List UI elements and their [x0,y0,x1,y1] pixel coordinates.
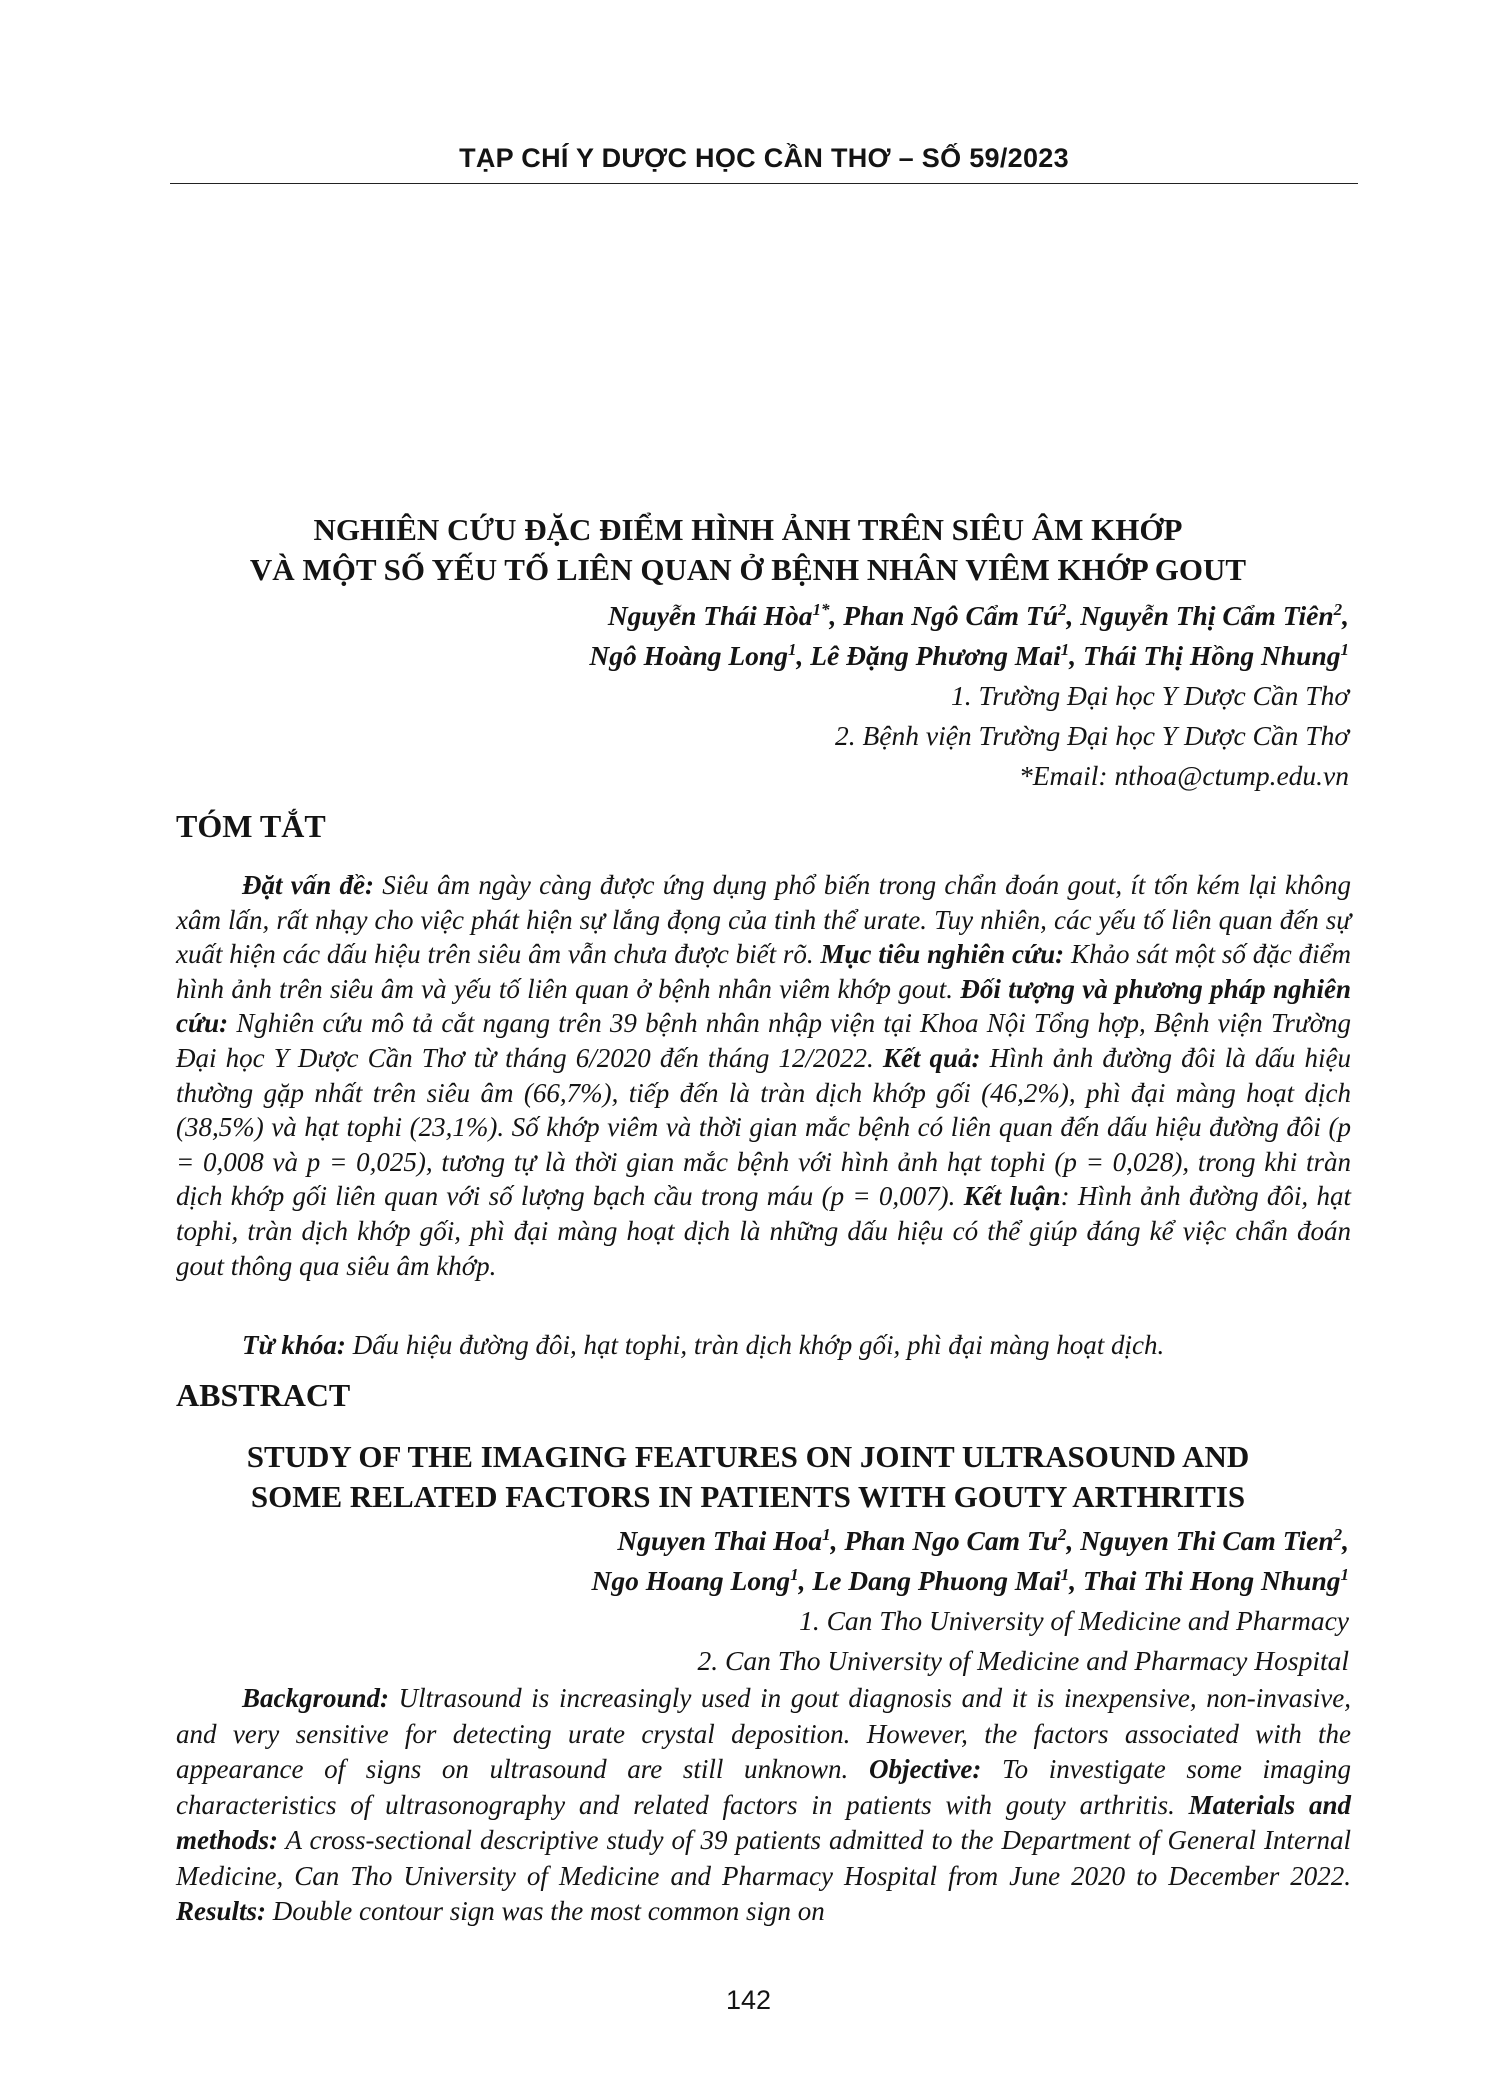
author-name: Phan Ngo Cam Tu [844,1525,1058,1556]
affiliations-en [697,1601,1349,1681]
author-name: Nguyen Thi Cam Tien [1080,1525,1334,1556]
author-separator: , [829,600,844,631]
author-affiliation-mark: 2 [1333,1524,1343,1544]
title-en-line-2: SOME RELATED FACTORS IN PATIENTS WITH GOUTY ARTHRITIS [250,1479,1246,1514]
affiliation-2: 2. Can Tho University of Medicine and Pharmacy Hospital [697,1645,1349,1676]
affiliation-1: 1. Trường Đại học Y Dược Cần Thơ [951,680,1349,711]
author-line [589,636,1349,676]
author-name: Nguyễn Thị Cẩm Tiên [1080,600,1334,631]
page-number: 142 [725,1985,772,2015]
author-list-en [592,1521,1349,1601]
author-affiliation-mark: 1 [1340,1564,1349,1584]
summary-paragraph-vi [176,868,1351,1283]
author-name: Ngo Hoang Long [591,1565,791,1596]
objective-label: Mục tiêu nghiên cứu: [820,939,1065,970]
results-label: Kết quả: [882,1042,981,1073]
keywords-label: Từ khóa: [242,1330,346,1360]
author-affiliation-mark: 1 [790,1564,799,1584]
results-text: Double contour sign was the most common sign on [266,1896,825,1926]
author-affiliation-mark: 1* [812,599,830,619]
author-separator: , [830,1525,845,1556]
corresponding-email: *Email: nthoa@ctump.edu.vn [1018,760,1349,791]
header-rule [170,183,1358,184]
author-affiliation-mark: 2 [1333,599,1343,619]
author-line [589,596,1349,636]
summary-heading: TÓM TẮT [176,808,326,844]
author-separator: , [1069,1565,1083,1596]
author-affiliation-mark: 1 [1340,639,1349,659]
author-name: Nguyễn Thái Hòa [607,600,813,631]
author-name: Phan Ngô Cẩm Tú [843,600,1058,631]
methods-label: Đối tượng và phương pháp nghiên cứu: [176,973,1351,1039]
methods-label: Materials and methods: [176,1789,1351,1855]
affiliations-vi [835,676,1349,796]
author-separator: , [798,1565,813,1596]
objective-text: Khảo sát một số đặc điểm hình ảnh trên siêu âm và yếu tố liên quan ở bệnh nhân viêm khớp gout. [176,939,1351,1004]
author-affiliation-mark: 1 [787,639,797,659]
author-name: Thai Thi Hong Nhung [1082,1565,1341,1596]
author-affiliation-mark: 1 [1060,639,1070,659]
conclusion-label: Kết luận [963,1181,1061,1212]
results-text: Hình ảnh đường đôi là dấu hiệu thường gặp nhất trên siêu âm (66,7%), tiếp đến là tràn dịch khớp gối (46,2%), phì đại màng hoạt dịch (38,5%) và hạt tophi (23,1%). Số khớp viêm và thời gian mắc bệnh có liên quan đến dấu hiệu đường đôi (p = 0,008 và p = 0,025), tương tự là thời gian mắc bệnh với hình ảnh hạt tophi (p = 0,028), trong khi tràn dịch khớp gối liên quan với số lượng bạch cầu trong máu (p = 0,007). [176,1042,1351,1212]
conclusion-text: : Hình ảnh đường đôi, hạt tophi, tràn dịch khớp gối, phì đại màng hoạt dịch là những dấu hiệu có thể giúp đáng kể việc chẩn đoán gout thông qua siêu âm khớp. [176,1181,1351,1281]
author-name: Lê Đặng Phương Mai [810,640,1061,671]
title-en-line-1: STUDY OF THE IMAGING FEATURES ON JOINT ULTRASOUND AND [246,1439,1250,1474]
author-separator: , [1069,640,1083,671]
author-separator: , [1342,1525,1349,1556]
author-name: Le Dang Phuong Mai [812,1565,1061,1596]
author-line [592,1561,1349,1601]
methods-text: Nghiên cứu mô tả cắt ngang trên 39 bệnh nhân nhập viện tại Khoa Nội Tổng hợp, Bệnh viện Trường Đại học Y Dược Cần Thơ từ tháng 6/2020 đến tháng 12/2022. [176,1008,1351,1073]
background-text: Siêu âm ngày càng được ứng dụng phổ biến trong chẩn đoán gout, ít tốn kém lại không xâm lấn, rất nhạy cho việc phát hiện sự lắng đọng của tinh thể urate. Tuy nhiên, các yếu tố liên quan đến sự xuất hiện các dấu hiệu trên siêu âm vẫn chưa được biết rõ. [176,870,1351,970]
background-label: Background: [242,1683,390,1713]
objective-label: Objective: [868,1754,982,1784]
results-label: Results: [176,1896,267,1926]
author-name: Nguyen Thai Hoa [617,1525,823,1556]
keywords-vi [176,1328,1351,1363]
article-title-en [140,1437,1356,1517]
affiliation-1: 1. Can Tho University of Medicine and Pharmacy [799,1605,1349,1636]
article-title-vi [140,510,1356,590]
author-name: Ngô Hoàng Long [589,640,788,671]
author-affiliation-mark: 1 [1060,1564,1070,1584]
author-affiliation-mark: 2 [1058,599,1067,619]
objective-text: To investigate some imaging characteristics of ultrasonography and related factors in patients with gouty arthritis. [176,1754,1351,1820]
author-separator: , [1066,600,1081,631]
background-label: Đặt vấn đề: [242,870,375,900]
author-separator: , [1342,600,1349,631]
background-text: Ultrasound is increasingly used in gout diagnosis and it is inexpensive, non-invasive, and very sensitive for detecting urate crystal deposition. However, the factors associated with the appearance of signs on ultrasound are still unknown. [176,1683,1351,1784]
running-header: TẠP CHÍ Y DƯỢC HỌC CẦN THƠ – SỐ 59/2023 [459,143,1069,173]
title-vi-line-1: NGHIÊN CỨU ĐẶC ĐIỂM HÌNH ẢNH TRÊN SIÊU ÂM KHỚP [313,512,1183,547]
author-affiliation-mark: 1 [822,1524,831,1544]
author-list-vi [589,596,1349,676]
author-separator: , [796,640,811,671]
abstract-paragraph-en [176,1681,1351,1930]
abstract-heading: ABSTRACT [176,1377,351,1413]
keywords-text: Dấu hiệu đường đôi, hạt tophi, tràn dịch khớp gối, phì đại màng hoạt dịch. [345,1330,1165,1360]
author-affiliation-mark: 2 [1058,1524,1067,1544]
author-line [592,1521,1349,1561]
author-separator: , [1066,1525,1081,1556]
methods-text: A cross-sectional descriptive study of 39 patients admitted to the Department of General Internal Medicine, Can Tho University of Medicine and Pharmacy Hospital from June 2020 to December 2022. [176,1825,1351,1891]
title-vi-line-2: VÀ MỘT SỐ YẾU TỐ LIÊN QUAN Ở BỆNH NHÂN VIÊM KHỚP GOUT [249,552,1247,587]
affiliation-2: 2. Bệnh viện Trường Đại học Y Dược Cần Thơ [834,720,1349,751]
author-name: Thái Thị Hồng Nhung [1082,640,1341,671]
